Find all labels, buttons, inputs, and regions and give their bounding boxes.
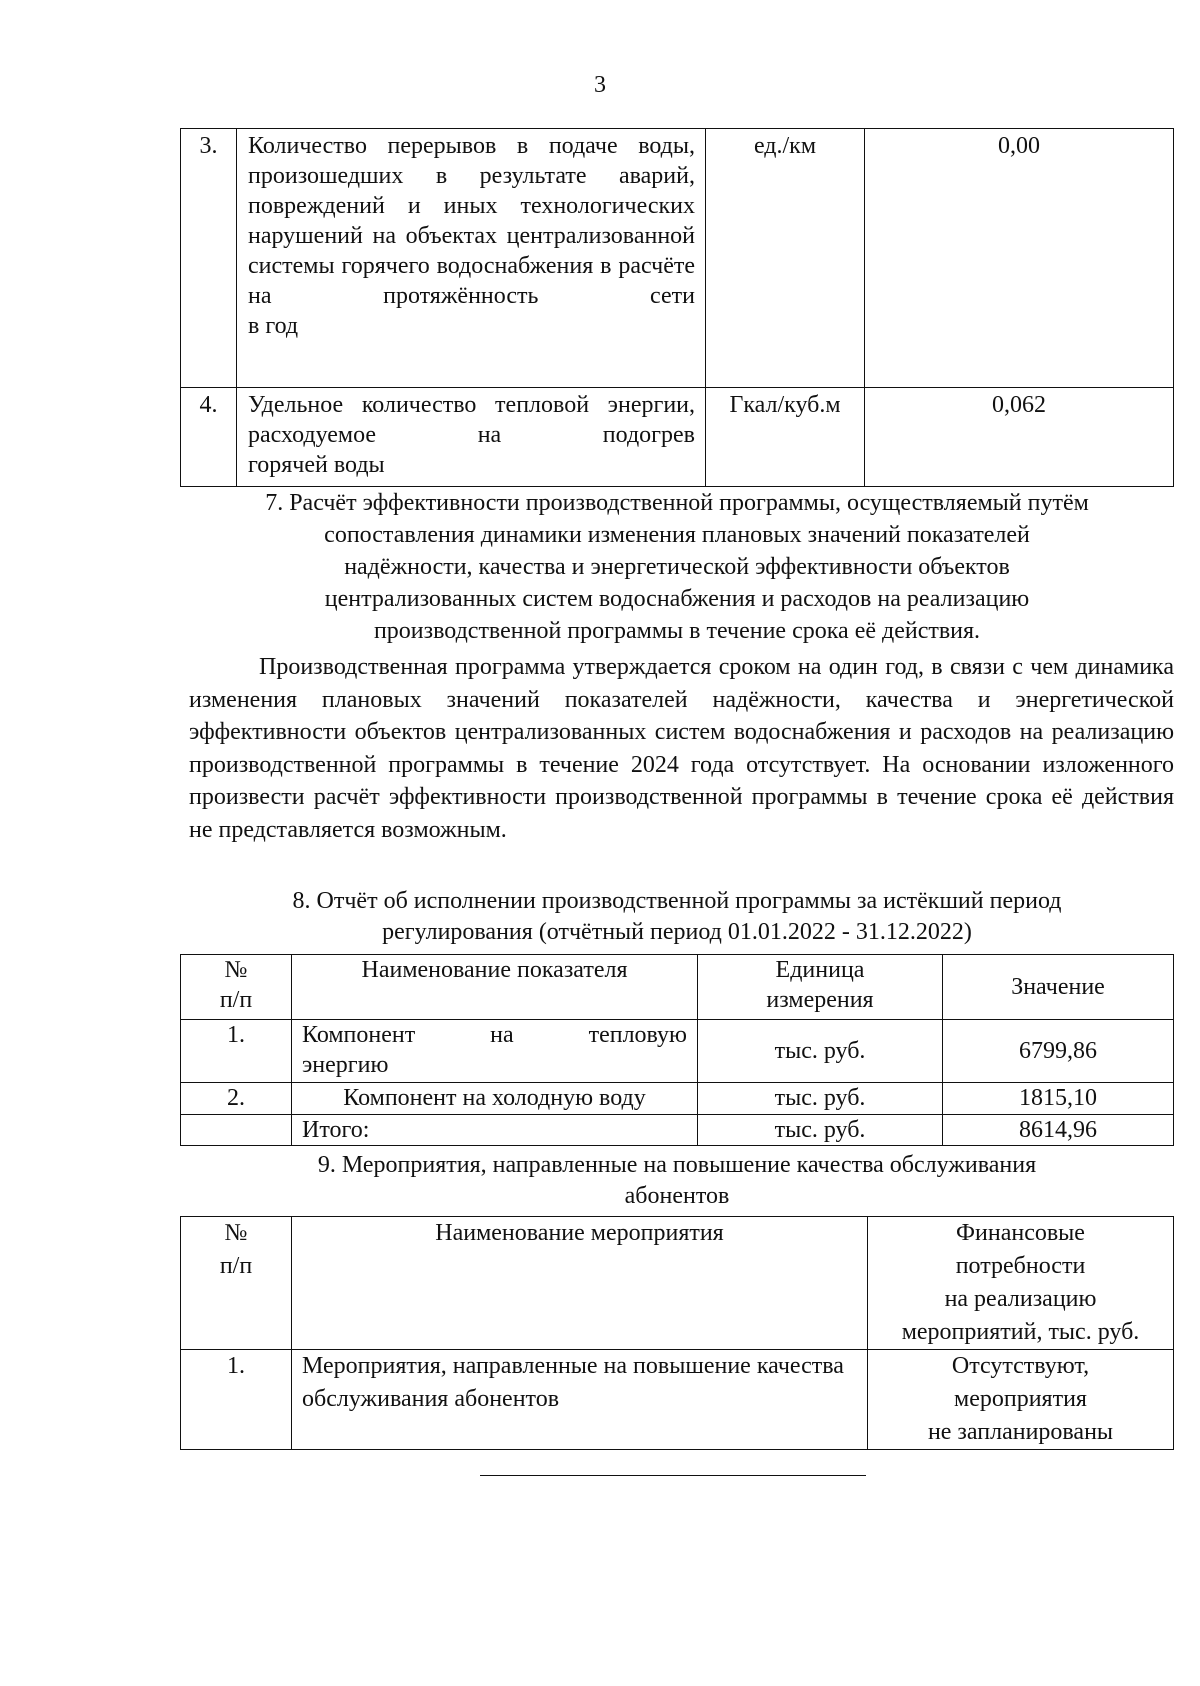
service-quality-measures-table [180,1216,1174,1450]
text-line: технологических нарушений [248,193,695,249]
row-unit: тыс. руб. [698,1020,943,1083]
section-7-heading [180,487,1174,647]
table-row [181,1350,1174,1450]
header-line: мероприятий, тыс. руб. [901,1319,1140,1345]
text-line: горячей воды [248,452,385,478]
indicators-table-continuation [180,128,1174,487]
heading-line: регулирования (отчётный период 01.01.2022 - 31.12.2022) [382,919,972,945]
table-row [181,1020,1174,1083]
table-header-row [181,1217,1174,1350]
heading-line: сопоставления динамики изменения плановых значений показателей [324,522,1030,548]
value: 0,062 [865,388,1174,487]
text-line: аварий, повреждений и иных [248,163,695,219]
header-num [181,1217,292,1350]
section-7-paragraph: Производственная программа утверждается сроком на один год, в связи с чем динамика изменения плановых значений показателей надёжности, качества и энергетической эффективности объектов централизованных систем водоснабжения и расходов на реализацию производственной программы в течение 2024 года отсутствует. На основании изложенного произвести расчёт эффективности производственной программы в течение срока её действия не представляется возможным. [189,654,1174,843]
row-number: 4. [181,388,237,487]
header-unit [698,955,943,1020]
row-name: Мероприятия, направленные на повышение качества обслуживания абонентов [292,1350,868,1450]
table-row [181,388,1174,487]
row-unit: тыс. руб. [698,1083,943,1115]
value: 0,00 [865,129,1174,388]
header-line: Единица [775,957,865,983]
header-line: п/п [219,987,253,1013]
table-row [181,1083,1174,1115]
text-line: энергии, расходуемое на подогрев [248,392,695,448]
header-num [181,955,292,1020]
header-line: Финансовые [956,1220,1085,1246]
row-number: 2. [181,1083,292,1115]
end-divider-line [480,1475,866,1476]
text-line: в год [248,313,299,339]
text-line: Отсутствуют, [951,1353,1090,1379]
indicator-name [237,388,706,487]
row-name [292,1020,698,1083]
heading-line: централизованных систем водоснабжения и расходов на реализацию [324,586,1030,612]
text-line: мероприятия [954,1386,1087,1412]
table-total-row [181,1115,1174,1146]
row-number: 1. [181,1020,292,1083]
unit: ед./км [706,129,865,388]
heading-line: 7. Расчёт эффективности производственной программы, осуществляемый путём [265,490,1089,516]
indicator-name [237,129,706,388]
text-line: Удельное количество тепловой [248,392,590,418]
header-line: № [224,957,248,983]
heading-line: 9. Мероприятия, направленные на повышение качества обслуживания [317,1152,1037,1178]
header-line: № [224,1220,248,1246]
row-value: 1815,10 [943,1083,1174,1115]
row-value: 6799,86 [943,1020,1174,1083]
row-unit: тыс. руб. [698,1115,943,1146]
section-9-heading [180,1150,1174,1212]
row-value: 8614,96 [943,1115,1174,1146]
heading-line: производственной программы в течение срока её действия. [373,618,981,644]
heading-line: надёжности, качества и энергетической эффективности объектов [344,554,1010,580]
header-line: на реализацию [944,1286,1097,1312]
page-number: 3 [594,72,606,98]
header-line: п/п [219,1253,253,1279]
text-line: воды, произошедших в результате [248,133,696,189]
heading-line: 8. Отчёт об исполнении производственной программы за истёкший период [292,888,1062,914]
text-line: системы горячего водоснабжения [248,253,594,279]
text-line: Количество перерывов в подаче [248,133,618,159]
row-number [181,1115,292,1146]
header-name: Наименование показателя [292,955,698,1020]
table-row [181,129,1174,388]
row-name: Итого: [292,1115,698,1146]
row-number: 3. [181,129,237,388]
text-line: не запланированы [927,1419,1114,1445]
row-finance [868,1350,1174,1450]
program-report-table [180,954,1174,1146]
text-line: энергию [302,1052,389,1078]
section-8-heading [180,886,1174,948]
text-line: Компонент на тепловую [302,1022,687,1048]
text-line: в расчёте на протяжённость сети [248,253,695,309]
header-line: потребности [955,1253,1086,1279]
header-line: измерения [766,987,874,1013]
row-number: 1. [181,1350,292,1450]
table-header-row [181,955,1174,1020]
header-finance [868,1217,1174,1350]
unit: Гкал/куб.м [706,388,865,487]
heading-line: абонентов [624,1183,730,1209]
header-name: Наименование мероприятия [292,1217,868,1350]
header-value: Значение [943,955,1174,1020]
text-line: на объектах централизованной [372,223,696,249]
row-name: Компонент на холодную воду [292,1083,698,1115]
